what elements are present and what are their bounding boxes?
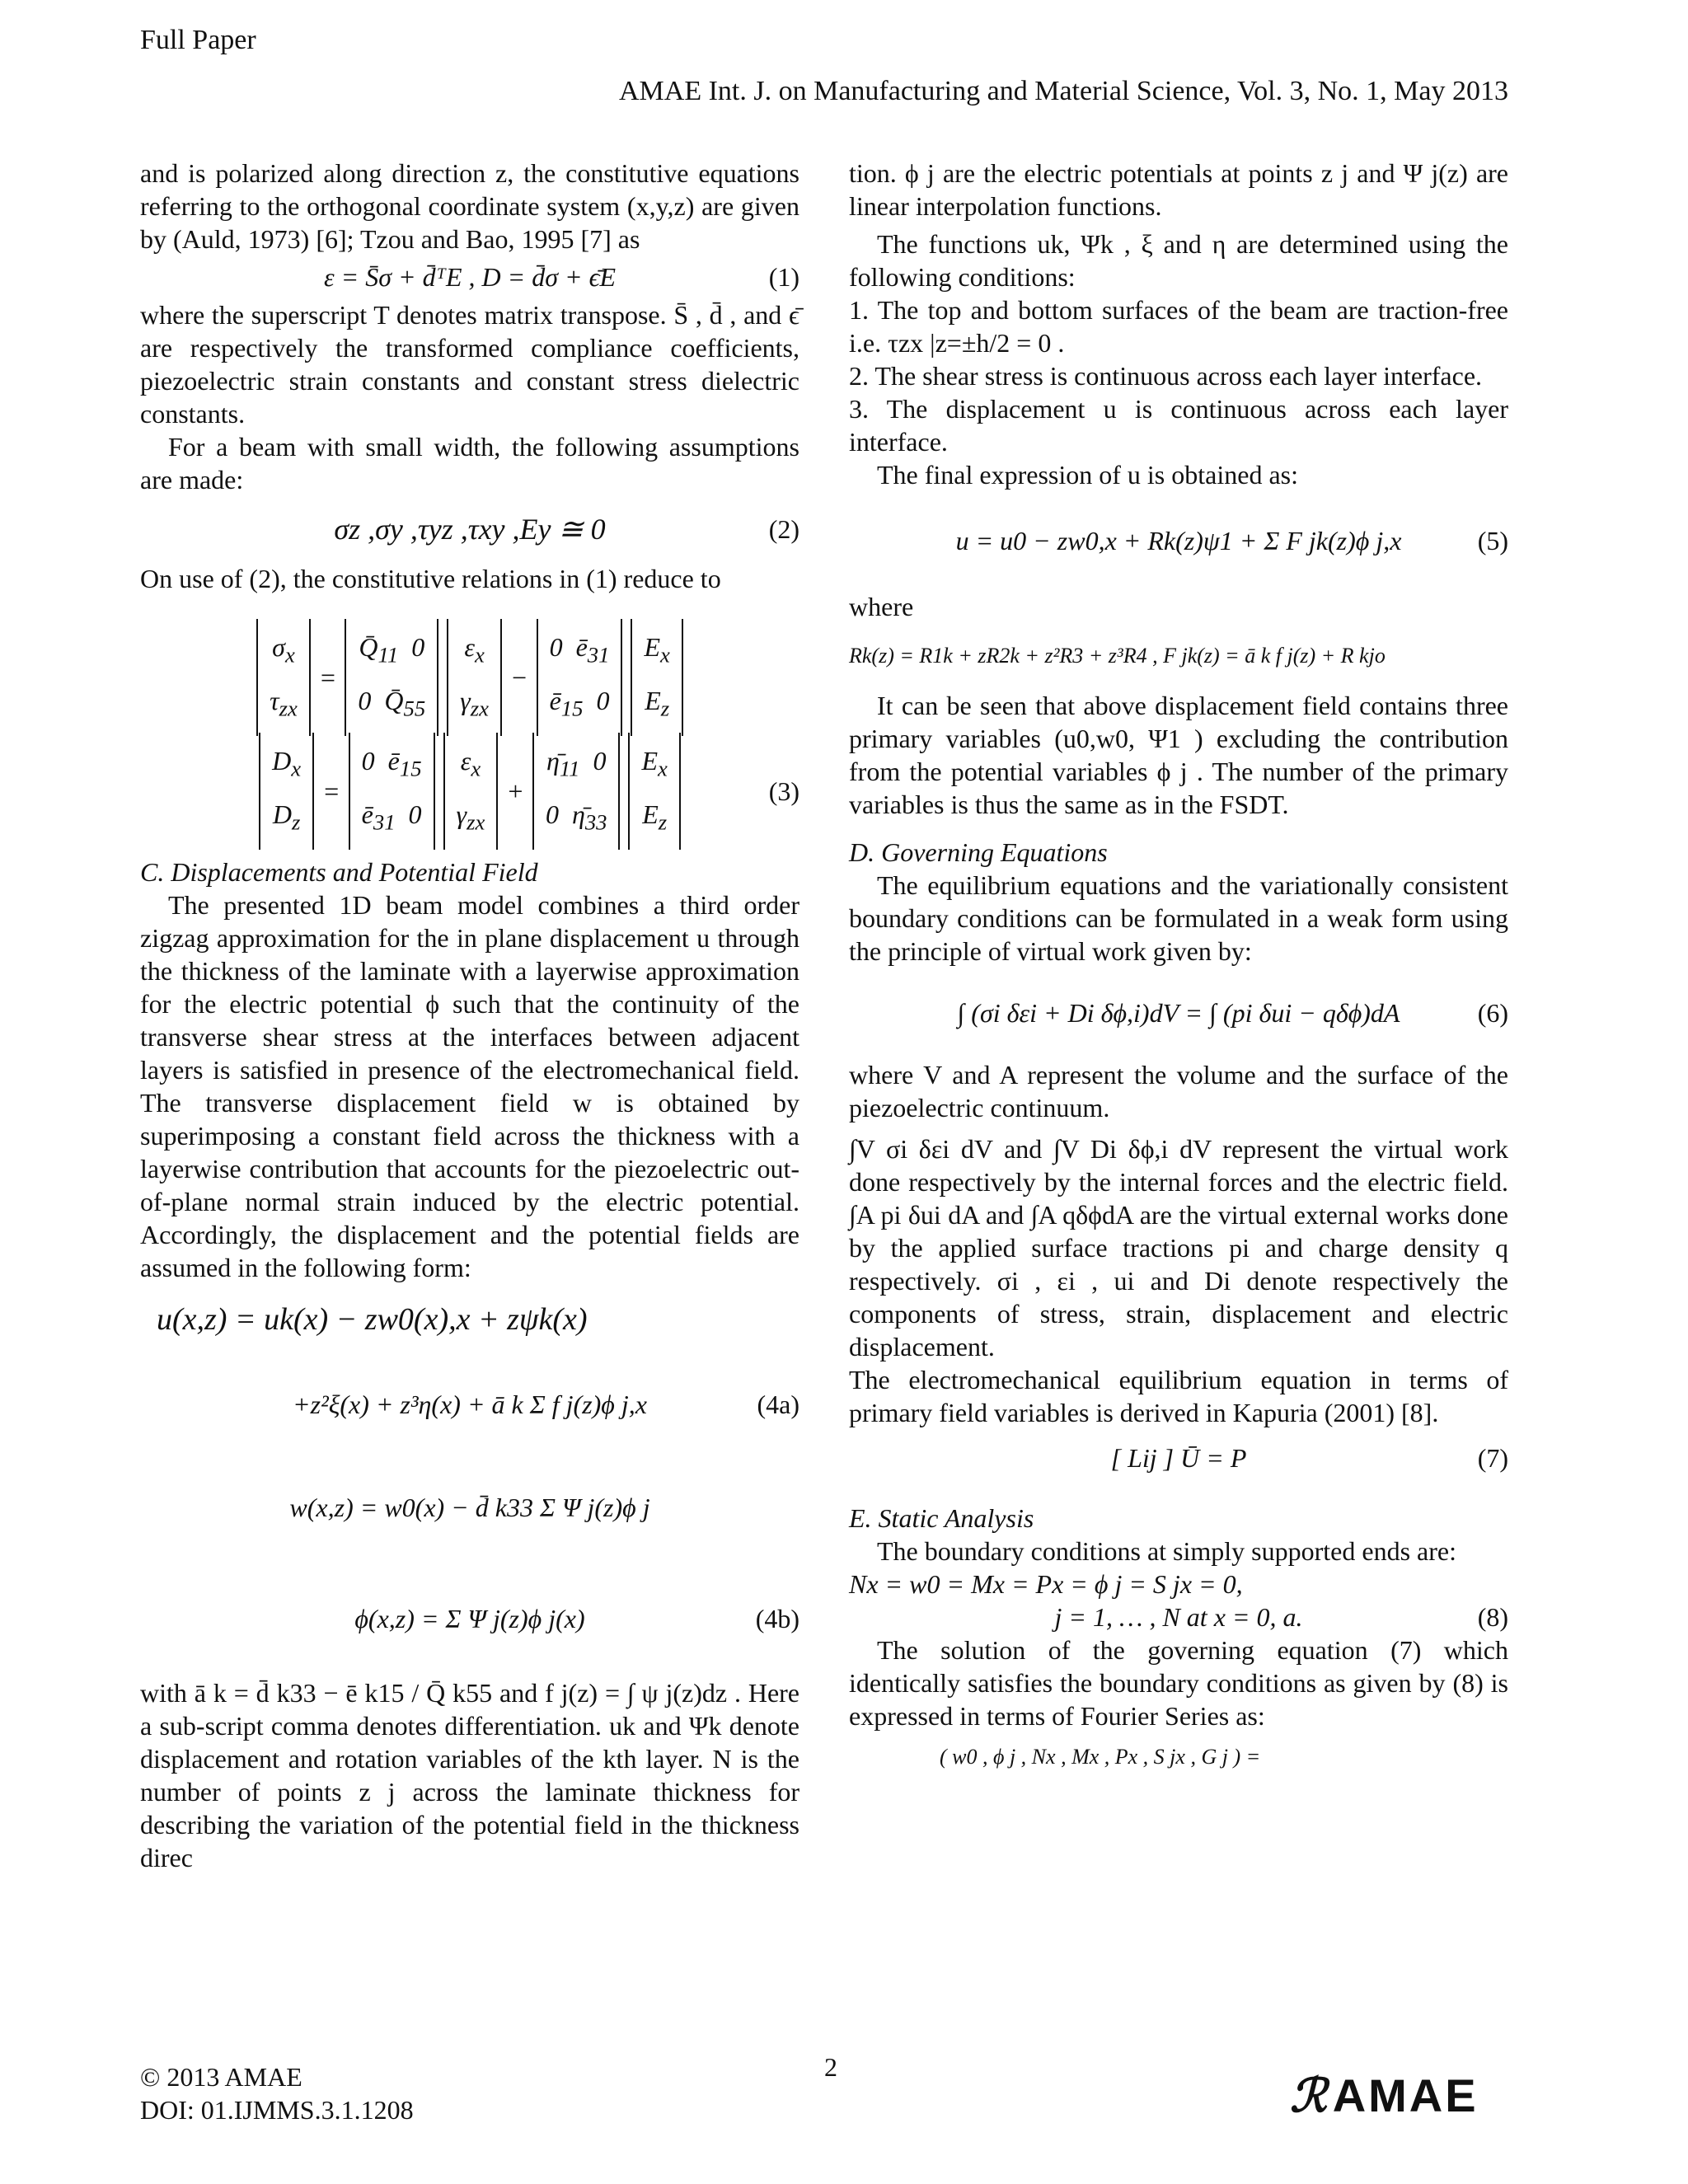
paragraph: The boundary conditions at simply supported ends are: [877,1536,1456,1566]
paragraph: where [849,592,914,621]
equation-text: ϕ(x,z) = Σ Ψ j(z)ϕ j(x) [354,1604,585,1633]
equation-9 [849,1732,1508,1782]
equation-text: [ Lij ] Ū = P [1110,1443,1247,1473]
equation-8-line1 [849,1568,1508,1601]
paragraph: ∫V σi δεi dV and ∫V Di δϕ,i dV represent the virtual work done respectively by the internal forces and the electric field. ∫A pi δui dA and ∫A qδϕdA are the virtual external works done by the applied surface tractions pi and charge density q respectively. σi , εi , ui and Di denote respectively the components of stress, strain, displacement and electric displacement. [849,1134,1508,1361]
condition-item: 2. The shear stress is continuous across each layer interface. [849,361,1483,391]
logo-text: AMAE [1332,2069,1479,2121]
equation-text: +z²ξ(x) + z³η(x) + ā k Σ f j(z)ϕ j,x [293,1390,647,1419]
condition-item: 3. The displacement u is continuous across each layer interface. [849,394,1508,457]
equation-2 [140,496,799,562]
paragraph: The solution of the governing equation (7) which identically satisfies the boundary conditions as given by (8) is expressed in terms of Fourier Series as: [849,1635,1508,1731]
equation-number: (5) [1477,526,1508,555]
section-label: Full Paper [140,25,256,55]
equation-4a-line1 [140,1284,799,1355]
journal-header: AMAE Int. J. on Manufacturing and Material Science, Vol. 3, No. 1, May 2013 [618,76,1508,106]
equation-number: (7) [1477,1443,1508,1473]
paragraph: It can be seen that above displacement field contains three primary variables (u0,w0, Ψ1 ) excluding the contribution from the potential variables ϕ j . The number of the primary variables is thus the same as in the FSDT. [849,691,1508,819]
right-column [849,157,1508,1782]
equation-4a-line2 [140,1355,799,1454]
equation-text: Rk(z) = R1k + zR2k + z²R3 + z³R4 , F jk(z) = ā k f j(z) + R kjo [849,644,1386,668]
equation-6 [849,968,1508,1058]
equation-text: σz ,σy ,τyz ,τxy ,Ey ≅ 0 [334,513,606,546]
paragraph: where the superscript T denotes matrix transpose. S̄ , d̄ , and ϵ̄ are respectively the transformed compliance coefficients, piezoelectric strain constants and constant stress dielectric constants. [140,300,799,429]
equation-number: (1) [768,262,799,292]
paragraph: The presented 1D beam model combines a third order zigzag approximation for the in plane displacement u through the thickness of the laminate with a layerwise approximation for the electric potential ϕ such that the continuity of the transverse shear stress at the interfaces between adjacent layers is satisfied in presence of the electromechanical field. The transverse displacement field w is obtained by superimposing a constant field across the thickness with a layerwise contribution that accounts for the piezoelectric out-of-plane normal strain induced by the electric potential. Accordingly, the displacement and the potential fields are assumed in the following form: [140,890,799,1282]
equation-number: (3) [768,776,799,806]
paragraph: and is polarized along direction z, the constitutive equations referring to the orthogonal coordinate system (x,y,z) are given by (Auld, 1973) [6]; Tzou and Bao, 1995 [7] as [140,158,799,254]
equation-text: j = 1, … , N at x = 0, a. [1054,1602,1303,1632]
equation-5 [849,491,1508,590]
equation-text: Nx = w0 = Mx = Px = ϕ j = S jx = 0, [849,1569,1243,1599]
amae-logo [1290,2069,1479,2123]
equation-4w [140,1454,799,1561]
paragraph: For a beam with small width, the following assumptions are made: [140,432,799,494]
equation-number: (8) [1477,1602,1508,1632]
paragraph: with ā k = d̄ k33 − ē k15 / Q̄ k55 and f j(z) = ∫ ψ j(z)dz . Here a sub-script comma denotes differentiation. uk and Ψk denote displacement and rotation variables of the kth layer. N is the number of points z j across the laminate thickness for describing the variation of the potential field in the thickness direc [140,1678,799,1872]
paragraph: where V and A represent the volume and the surface of the piezoelectric continuum. [849,1060,1508,1122]
footer-info [140,2060,414,2126]
condition-item: 1. The top and bottom surfaces of the beam are traction-free i.e. τzx |z=±h/2 = 0 . [849,295,1508,358]
paragraph: The final expression of u is obtained as: [877,460,1298,490]
equation-7 [849,1429,1508,1487]
equation-3b-matrix: $D_x$ $D_z$ = 0 $ē_{15}$ $ē_{31}$ 0 $\varepsilon_x$ $\gamma_{zx}$ + $\etā_{11}$ 0 0 $\etā_{33}$ $E_x$ $E_z$ (3) [140,742,799,841]
paragraph: The functions uk, Ψk , ξ and η are determined using the following conditions: [849,229,1508,292]
equation-8-line2 [849,1601,1508,1633]
equation-text: u(x,z) = uk(x) − zw0(x),x + zψk(x) [157,1302,588,1337]
section-heading: C. Displacements and Potential Field [140,857,538,887]
equation-1 [140,255,799,298]
equation-r [849,623,1508,689]
equation-number: (6) [1477,998,1508,1028]
doi: DOI: 01.IJMMS.3.1.1208 [140,2095,414,2125]
equation-text: w(x,z) = w0(x) − d̄ k33 Σ Ψ j(z)ϕ j [289,1493,650,1522]
equation-3a-matrix: $\sigma_x$ $\tau_{zx}$ = $Q̄_{11}$ 0 0 $Q̄_{55}$ $\varepsilon_x$ $\gamma_{zx}$ − 0 $ē_{31}$ $ē_{15}$ 0 $E_x$ $E_z$ [140,628,799,727]
paragraph: The equilibrium equations and the variationally consistent boundary conditions can be formulated in a weak form using the principle of virtual work given by: [849,870,1508,966]
paragraph: tion. ϕ j are the electric potentials at points z j and Ψ j(z) are linear interpolation functions. [849,158,1508,221]
section-heading: E. Static Analysis [849,1503,1034,1533]
paragraph: On use of (2), the constitutive relations in (1) reduce to [140,564,721,593]
equation-text: u = u0 − zw0,x + Rk(z)ψ1 + Σ F jk(z)ϕ j,x [955,526,1402,555]
equation-text: ∫ (σi δεi + Di δϕ,i)dV = ∫ (pi δui − qδϕ)dA [957,998,1400,1028]
equation-text: ε = S̄σ + d̄ᵀE , D = d̄σ + ϵ̄E [324,262,616,292]
equation-4b [140,1561,799,1676]
equation-number: (4b) [755,1604,799,1633]
equation-text: ( w0 , ϕ j , Nx , Mx , Px , S jx , G j ) = [940,1745,1261,1769]
copyright: © 2013 AMAE [140,2062,302,2092]
left-column [140,157,799,1874]
equation-number: (2) [768,514,799,544]
page-number: 2 [824,2052,837,2082]
equation-number: (4a) [757,1390,799,1419]
section-heading: D. Governing Equations [849,837,1108,867]
paragraph: The electromechanical equilibrium equation in terms of primary field variables is derived in Kapuria (2001) [8]. [849,1365,1508,1427]
logo-mark-icon: ℛ [1290,2069,1329,2121]
